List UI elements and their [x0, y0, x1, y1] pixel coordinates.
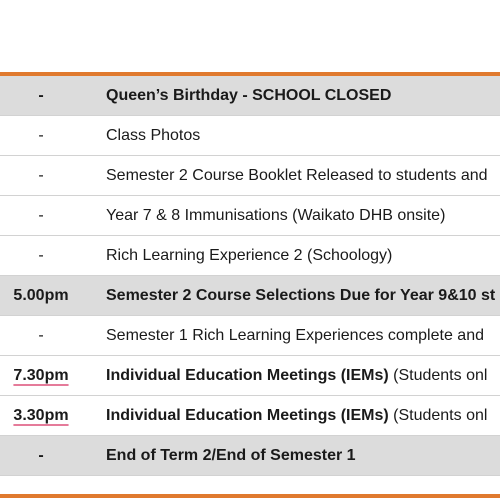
table-row: [0, 156, 500, 196]
event-time: -: [38, 206, 44, 224]
event-title: Year 7 & 8 Immunisations (Waikato DHB onsite): [106, 206, 446, 224]
event-note: (Students onl: [388, 366, 488, 384]
table-row: [0, 316, 500, 356]
event-title: Semester 2 Course Booklet Released to students and: [106, 166, 488, 184]
event-title: Semester 2 Course Selections Due for Year 9&10 st: [106, 286, 496, 304]
event-note: (Students onl: [388, 406, 488, 424]
event-time: 5.00pm: [13, 286, 69, 304]
bottom-divider: [0, 494, 500, 498]
event-time: 7.30pm: [13, 366, 69, 384]
table-row: [0, 196, 500, 236]
event-title: Individual Education Meetings (IEMs) (Students onl: [106, 406, 488, 424]
event-time: -: [38, 246, 44, 264]
table-row: [0, 116, 500, 156]
event-title: Queen’s Birthday - SCHOOL CLOSED: [106, 86, 392, 104]
event-time: -: [38, 446, 44, 464]
event-time: -: [38, 326, 44, 344]
table-row: [0, 76, 500, 116]
event-title: Individual Education Meetings (IEMs) (Students onl: [106, 366, 488, 384]
event-title: Class Photos: [106, 126, 201, 144]
event-time: -: [38, 86, 44, 104]
table-row: [0, 276, 500, 316]
table-row: [0, 396, 500, 436]
event-time: -: [38, 126, 44, 144]
calendar-table: [0, 72, 500, 476]
event-title: Rich Learning Experience 2 (Schoology): [106, 246, 393, 264]
table-row: [0, 236, 500, 276]
event-time: 3.30pm: [13, 406, 69, 424]
event-title: End of Term 2/End of Semester 1: [106, 446, 356, 464]
table-row: [0, 356, 500, 396]
event-title: Semester 1 Rich Learning Experiences complete and: [106, 326, 484, 344]
table-row: [0, 436, 500, 476]
event-time: -: [38, 166, 44, 184]
